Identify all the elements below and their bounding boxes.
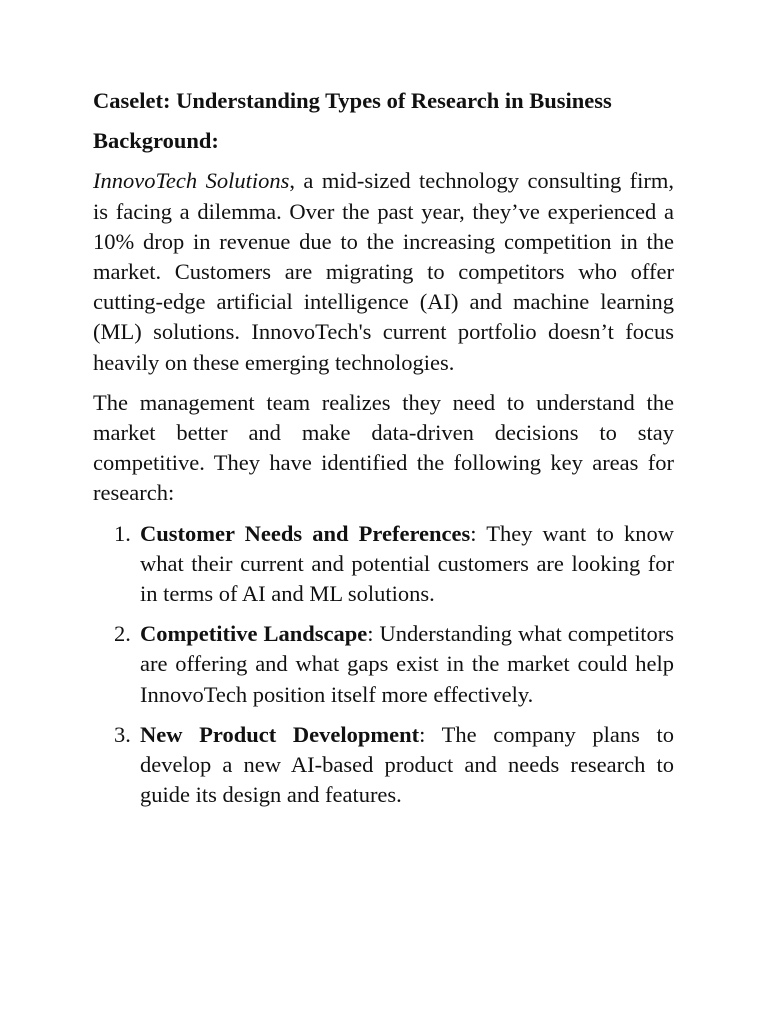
- document-title: Caselet: Understanding Types of Research in Business: [93, 88, 612, 113]
- list-item-text: : The company plans to develop a new AI-based product and needs research to guide its design and features.: [140, 721, 674, 808]
- list-item-term: Customer Needs and Preferences: [140, 520, 471, 546]
- list-item-number: 3.: [114, 721, 131, 747]
- list-item-term: Competitive Landscape: [140, 621, 368, 647]
- list-item-text: : They want to know what their current and potential customers are looking for in terms of AI and ML solutions.: [140, 520, 674, 607]
- list-item-term: New Product Development: [140, 721, 420, 747]
- company-name: InnovoTech Solutions: [93, 168, 290, 194]
- list-item: [93, 519, 674, 610]
- list-item-number: 1.: [114, 520, 131, 546]
- list-item-number: 2.: [114, 621, 131, 647]
- paragraph-background-text: , a mid-sized technology consulting firm, is facing a dilemma. Over the past year, they’ve experienced a 10% drop in revenue due to the increasing competition in the market. Customers are migrating to competitors who offer cutting-edge artificial intelligence (AI) and machine learning (ML) solutions. InnovoTech's current portfolio doesn’t focus heavily on these emerging technologies.: [93, 168, 674, 375]
- list-item: [93, 619, 674, 710]
- document-page: [93, 86, 674, 820]
- research-areas-list: [93, 519, 674, 811]
- paragraph-management: The management team realizes they need to understand the market better and make data-driven decisions to stay competitive. They have identified the following key areas for research:: [93, 389, 674, 506]
- list-item-text: : Understanding what competitors are offering and what gaps exist in the market could help InnovoTech position itself more effectively.: [140, 621, 674, 707]
- background-heading: Background:: [93, 128, 219, 154]
- list-item: [93, 720, 674, 811]
- paragraph-background: [93, 166, 674, 377]
